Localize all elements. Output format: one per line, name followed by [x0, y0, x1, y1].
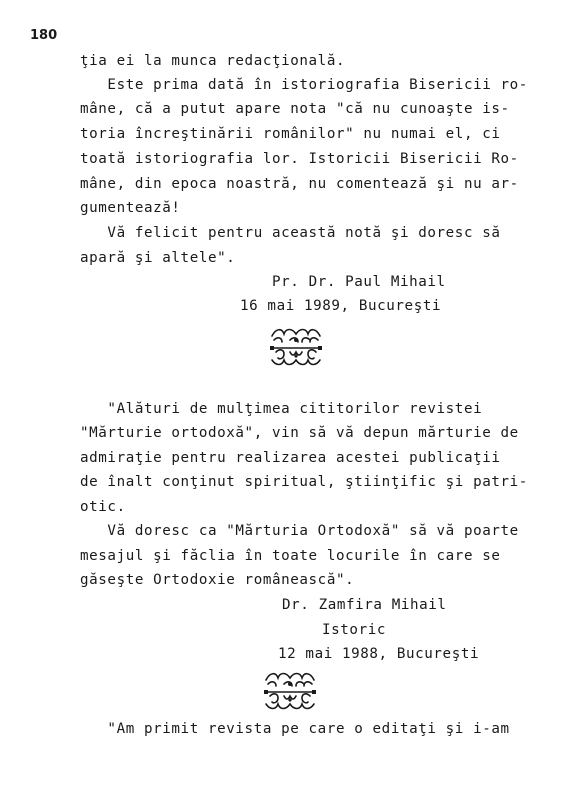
floral-ornament-icon	[268, 326, 324, 368]
text-line: gumentează!	[80, 200, 181, 216]
text-line: "Am primit revista pe care o editaţi şi i-am	[80, 721, 510, 737]
text-line: otic.	[80, 499, 126, 515]
signature-date: 16 mai 1989, Bucureşti	[240, 298, 442, 314]
text-line: ţia ei la munca redacţională.	[80, 53, 346, 69]
text-line: Vă doresc ca "Mărturia Ortodoxă" să vă poarte	[80, 523, 519, 539]
text-line: "Mărturie ortodoxă", vin să vă depun mărturie de	[80, 425, 519, 441]
text-line: admiraţie pentru realizarea acestei publicaţii	[80, 450, 501, 466]
text-line: găseşte Ortodoxie românească".	[80, 572, 355, 588]
text-line: mâne, că a putut apare nota "că nu cunoaşte is-	[80, 101, 510, 117]
signature-name: Dr. Zamfira Mihail	[282, 597, 447, 613]
text-line: "Alături de mulţimea cititorilor revistei	[80, 401, 483, 417]
text-line: Este prima dată în istoriografia Bisericii ro-	[80, 77, 528, 93]
floral-ornament-icon	[262, 670, 318, 712]
page-number: 180	[30, 28, 58, 43]
text-line: Vă felicit pentru această notă şi doresc să	[80, 225, 501, 241]
text-line: apară şi altele".	[80, 250, 236, 266]
text-line: mesajul şi făclia în toate locurile în care se	[80, 548, 501, 564]
signature-name: Pr. Dr. Paul Mihail	[272, 274, 446, 290]
text-line: mâne, din epoca noastră, nu comentează şi nu ar-	[80, 176, 519, 192]
signature-title: Istoric	[322, 622, 386, 638]
text-line: toată istoriografia lor. Istoricii Bisericii Ro-	[80, 151, 519, 167]
text-line: de înalt conţinut spiritual, ştiinţific şi patri-	[80, 474, 528, 490]
text-line: toria încreştinării românilor" nu numai el, ci	[80, 126, 501, 142]
signature-date: 12 mai 1988, Bucureşti	[278, 646, 480, 662]
